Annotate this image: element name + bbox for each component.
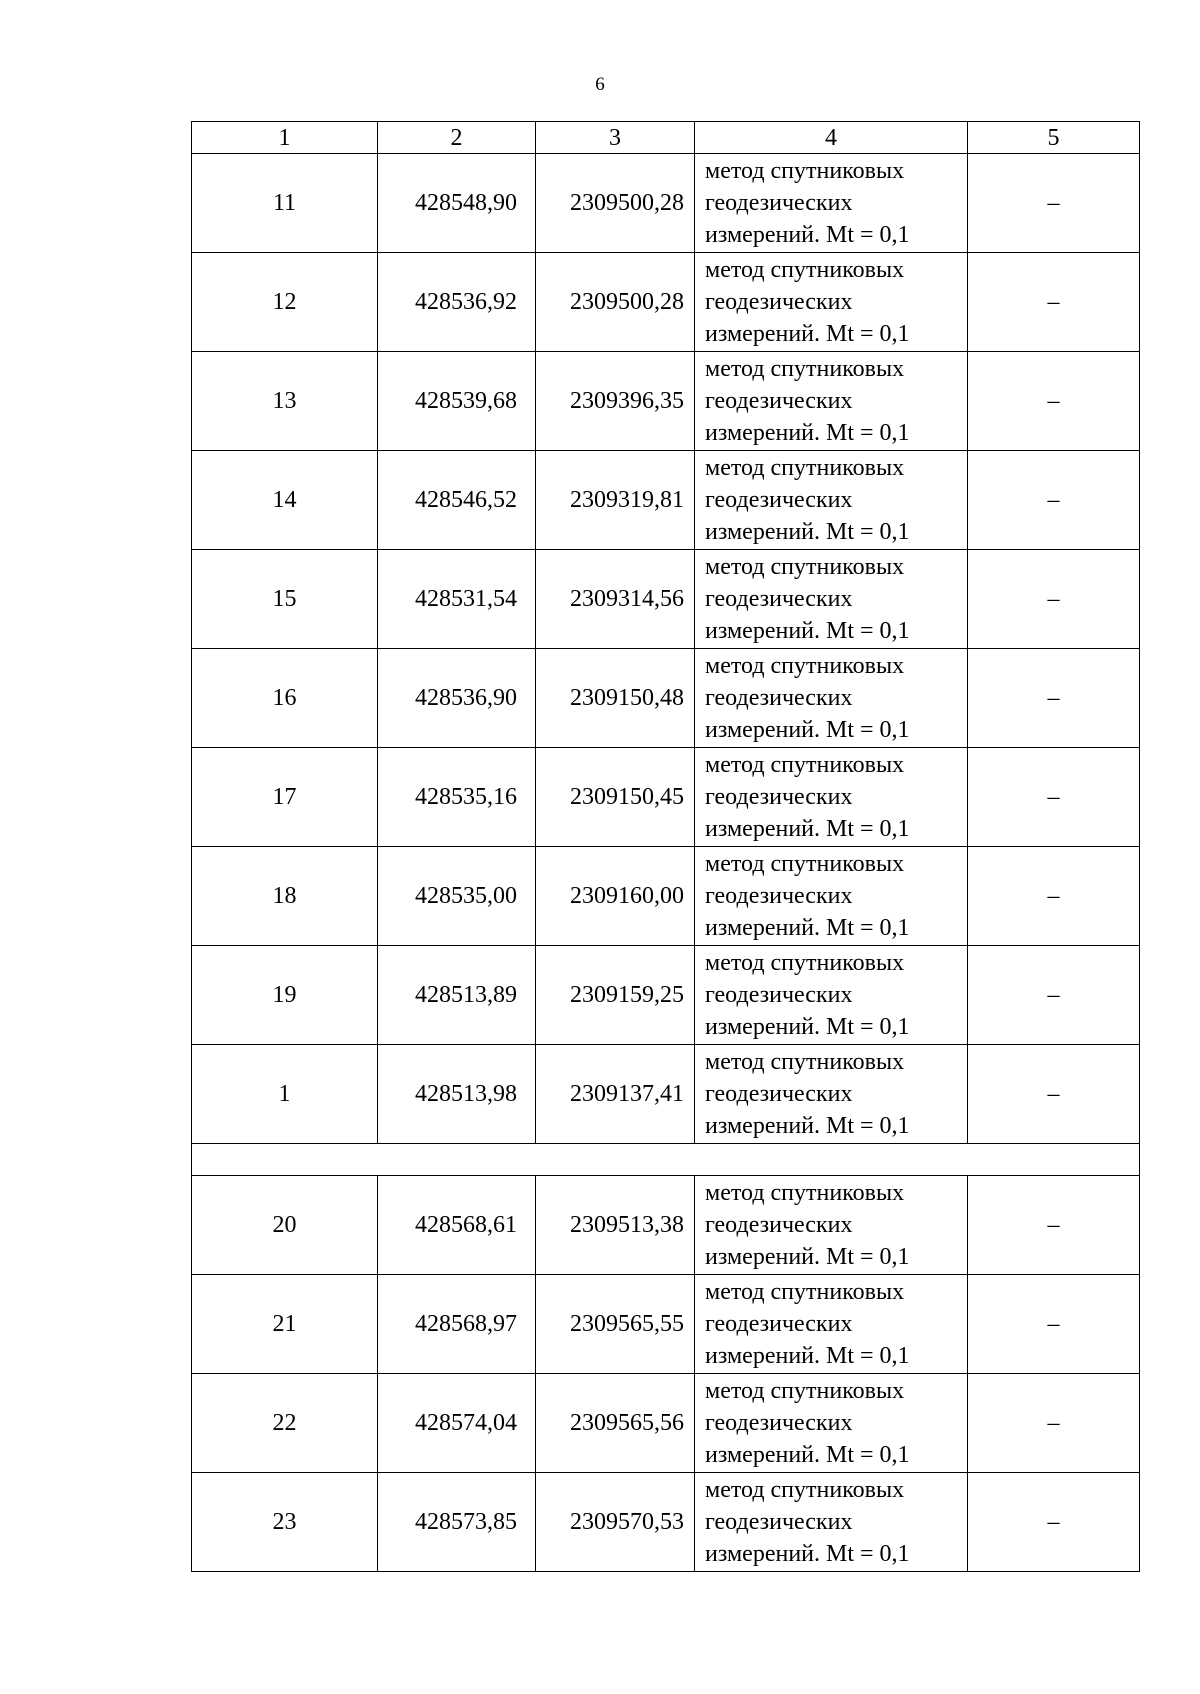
- x-coordinate-cell: 428573,85: [378, 1473, 536, 1572]
- x-coordinate-cell: 428574,04: [378, 1374, 536, 1473]
- method-line: метод спутниковых: [705, 950, 905, 976]
- method-line: измерений. Mt = 0,1: [705, 816, 910, 842]
- y-coordinate-cell: 2309137,41: [536, 1045, 695, 1144]
- x-coordinate-cell: 428535,00: [378, 847, 536, 946]
- point-number-cell: 12: [192, 253, 378, 352]
- method-line: геодезических: [705, 190, 853, 216]
- table-row: [192, 946, 1140, 1045]
- method-line: геодезических: [705, 1410, 853, 1436]
- method-line: геодезических: [705, 685, 853, 711]
- method-line: геодезических: [705, 1212, 853, 1238]
- point-number-cell: 22: [192, 1374, 378, 1473]
- column-header-2: 2: [378, 122, 536, 154]
- separator-row: [192, 1144, 1140, 1176]
- point-number-cell: 21: [192, 1275, 378, 1374]
- point-number-cell: 13: [192, 352, 378, 451]
- column-header-1: 1: [192, 122, 378, 154]
- table-row: [192, 550, 1140, 649]
- accuracy-dash-cell: –: [968, 1473, 1140, 1572]
- y-coordinate-cell: 2309565,56: [536, 1374, 695, 1473]
- y-coordinate-cell: 2309314,56: [536, 550, 695, 649]
- accuracy-dash-cell: –: [968, 154, 1140, 253]
- method-line: измерений. Mt = 0,1: [705, 618, 910, 644]
- method-line: измерений. Mt = 0,1: [705, 519, 910, 545]
- x-coordinate-cell: 428568,61: [378, 1176, 536, 1275]
- accuracy-dash-cell: –: [968, 748, 1140, 847]
- point-number-cell: 15: [192, 550, 378, 649]
- table-row: [192, 1473, 1140, 1572]
- table-header: [192, 122, 1140, 154]
- table-row: [192, 352, 1140, 451]
- method-line: геодезических: [705, 487, 853, 513]
- method-line: измерений. Mt = 0,1: [705, 1113, 910, 1139]
- y-coordinate-cell: 2309319,81: [536, 451, 695, 550]
- accuracy-dash-cell: –: [968, 1374, 1140, 1473]
- method-line: геодезических: [705, 1509, 853, 1535]
- y-coordinate-cell: 2309160,00: [536, 847, 695, 946]
- y-coordinate-cell: 2309150,48: [536, 649, 695, 748]
- y-coordinate-cell: 2309513,38: [536, 1176, 695, 1275]
- point-number-cell: 17: [192, 748, 378, 847]
- table-row: [192, 748, 1140, 847]
- accuracy-dash-cell: –: [968, 649, 1140, 748]
- coordinates-table: [191, 121, 1140, 1572]
- y-coordinate-cell: 2309570,53: [536, 1473, 695, 1572]
- method-line: метод спутниковых: [705, 1378, 905, 1404]
- method-line: измерений. Mt = 0,1: [705, 420, 910, 446]
- method-line: геодезических: [705, 1081, 853, 1107]
- point-number-cell: 18: [192, 847, 378, 946]
- method-cell: [695, 649, 968, 748]
- y-coordinate-cell: 2309150,45: [536, 748, 695, 847]
- method-line: геодезических: [705, 388, 853, 414]
- method-cell: [695, 1045, 968, 1144]
- method-cell: [695, 847, 968, 946]
- x-coordinate-cell: 428546,52: [378, 451, 536, 550]
- method-line: метод спутниковых: [705, 455, 905, 481]
- method-cell: [695, 352, 968, 451]
- method-line: геодезических: [705, 289, 853, 315]
- y-coordinate-cell: 2309500,28: [536, 154, 695, 253]
- accuracy-dash-cell: –: [968, 352, 1140, 451]
- method-cell: [695, 550, 968, 649]
- method-cell: [695, 253, 968, 352]
- method-cell: [695, 1176, 968, 1275]
- method-cell: [695, 1473, 968, 1572]
- y-coordinate-cell: 2309565,55: [536, 1275, 695, 1374]
- point-number-cell: 1: [192, 1045, 378, 1144]
- accuracy-dash-cell: –: [968, 253, 1140, 352]
- method-line: метод спутниковых: [705, 554, 905, 580]
- table-row: [192, 253, 1140, 352]
- method-line: измерений. Mt = 0,1: [705, 222, 910, 248]
- accuracy-dash-cell: –: [968, 847, 1140, 946]
- method-line: геодезических: [705, 1311, 853, 1337]
- table-row: [192, 1176, 1140, 1275]
- table-row: [192, 1275, 1140, 1374]
- point-number-cell: 11: [192, 154, 378, 253]
- point-number-cell: 16: [192, 649, 378, 748]
- table-row: [192, 649, 1140, 748]
- point-number-cell: 19: [192, 946, 378, 1045]
- method-line: метод спутниковых: [705, 1049, 905, 1075]
- method-cell: [695, 748, 968, 847]
- x-coordinate-cell: 428548,90: [378, 154, 536, 253]
- page-number: 6: [595, 74, 605, 95]
- method-line: измерений. Mt = 0,1: [705, 717, 910, 743]
- x-coordinate-cell: 428531,54: [378, 550, 536, 649]
- accuracy-dash-cell: –: [968, 1275, 1140, 1374]
- x-coordinate-cell: 428568,97: [378, 1275, 536, 1374]
- table-row: [192, 451, 1140, 550]
- method-line: метод спутниковых: [705, 851, 905, 877]
- y-coordinate-cell: 2309396,35: [536, 352, 695, 451]
- method-cell: [695, 154, 968, 253]
- method-cell: [695, 451, 968, 550]
- method-line: метод спутниковых: [705, 1477, 905, 1503]
- point-number-cell: 20: [192, 1176, 378, 1275]
- column-header-4: 4: [695, 122, 968, 154]
- x-coordinate-cell: 428536,90: [378, 649, 536, 748]
- table-row: [192, 154, 1140, 253]
- accuracy-dash-cell: –: [968, 1045, 1140, 1144]
- method-line: метод спутниковых: [705, 653, 905, 679]
- method-line: геодезических: [705, 883, 853, 909]
- point-number-cell: 23: [192, 1473, 378, 1572]
- method-line: метод спутниковых: [705, 1180, 905, 1206]
- accuracy-dash-cell: –: [968, 946, 1140, 1045]
- method-line: измерений. Mt = 0,1: [705, 1442, 910, 1468]
- method-line: измерений. Mt = 0,1: [705, 1343, 910, 1369]
- accuracy-dash-cell: –: [968, 1176, 1140, 1275]
- table-row: [192, 1374, 1140, 1473]
- separator-cell: [192, 1144, 1140, 1176]
- method-line: геодезических: [705, 586, 853, 612]
- method-line: метод спутниковых: [705, 752, 905, 778]
- method-line: измерений. Mt = 0,1: [705, 1541, 910, 1567]
- method-line: метод спутниковых: [705, 257, 905, 283]
- method-line: метод спутниковых: [705, 1279, 905, 1305]
- y-coordinate-cell: 2309500,28: [536, 253, 695, 352]
- x-coordinate-cell: 428513,89: [378, 946, 536, 1045]
- column-header-5: 5: [968, 122, 1140, 154]
- method-cell: [695, 1374, 968, 1473]
- x-coordinate-cell: 428513,98: [378, 1045, 536, 1144]
- accuracy-dash-cell: –: [968, 451, 1140, 550]
- table-row: [192, 1045, 1140, 1144]
- x-coordinate-cell: 428535,16: [378, 748, 536, 847]
- table-row: [192, 847, 1140, 946]
- column-header-3: 3: [536, 122, 695, 154]
- x-coordinate-cell: 428539,68: [378, 352, 536, 451]
- method-line: измерений. Mt = 0,1: [705, 321, 910, 347]
- y-coordinate-cell: 2309159,25: [536, 946, 695, 1045]
- point-number-cell: 14: [192, 451, 378, 550]
- table-body: [192, 154, 1140, 1572]
- method-line: метод спутниковых: [705, 356, 905, 382]
- method-line: геодезических: [705, 982, 853, 1008]
- method-cell: [695, 946, 968, 1045]
- method-line: измерений. Mt = 0,1: [705, 1014, 910, 1040]
- method-line: метод спутниковых: [705, 158, 905, 184]
- x-coordinate-cell: 428536,92: [378, 253, 536, 352]
- accuracy-dash-cell: –: [968, 550, 1140, 649]
- method-cell: [695, 1275, 968, 1374]
- header-row: [192, 122, 1140, 154]
- method-line: измерений. Mt = 0,1: [705, 915, 910, 941]
- method-line: измерений. Mt = 0,1: [705, 1244, 910, 1270]
- method-line: геодезических: [705, 784, 853, 810]
